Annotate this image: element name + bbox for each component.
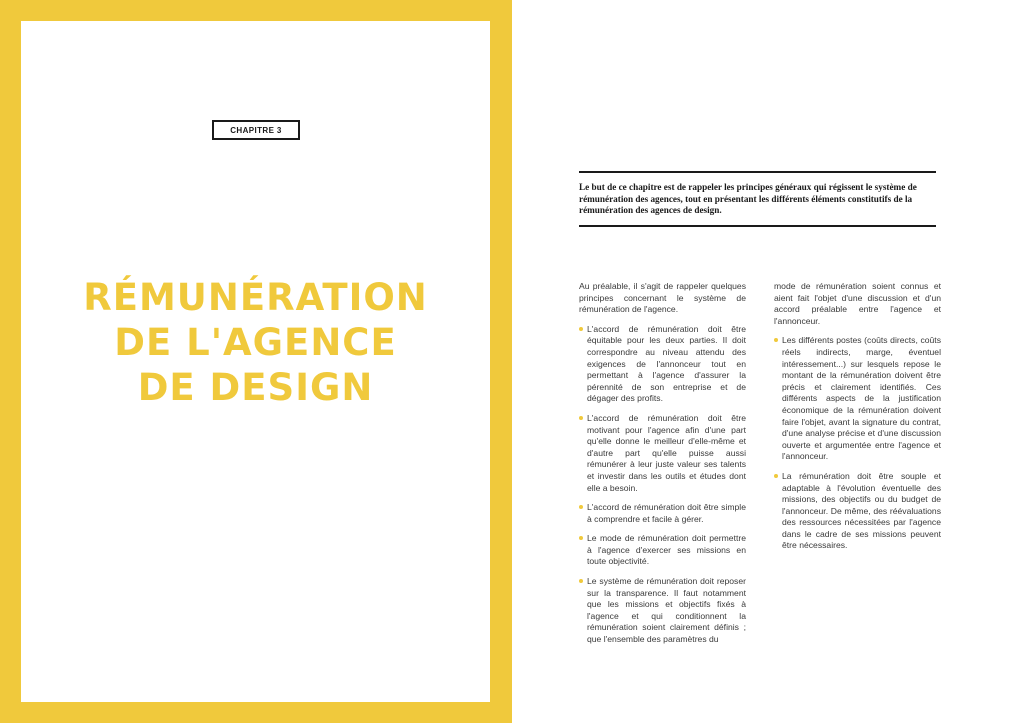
bullet-dot-icon (579, 505, 583, 509)
chapter-title (21, 275, 490, 410)
lead-paragraph: Au préalable, il s'agit de rappeler quelques principes concernant le système de rémunération de l'agence. (579, 281, 746, 315)
list-item (579, 576, 746, 646)
list-item (774, 335, 941, 463)
continuation-paragraph: mode de rémunération soient connus et aient fait l'objet d'une discussion et d'un accord préalable entre l'agence et l'annonceur. (774, 281, 941, 326)
list-item (579, 533, 746, 568)
bullet-dot-icon (579, 536, 583, 540)
list-item (579, 324, 746, 405)
list-item-text: La rémunération doit être souple et adaptable à l'évolution éventuelle des missions, des objectifs ou du budget de l'annonceur. De même, des réévaluations des ressources nécessitées par l'agence dans le cadre de ses missions peuvent être nécessaires. (782, 470, 941, 551)
list-item-text: Le mode de rémunération doit permettre à l'agence d'exercer ses missions en toute objectivité. (587, 533, 746, 567)
right-page (512, 0, 1024, 723)
list-item (774, 471, 941, 552)
text-column-1 (579, 281, 746, 654)
intro-text: Le but de ce chapitre est de rappeler les principes généraux qui régissent le système de rémunération des agences, tout en présentant les différents éléments constitutifs de la rémunération des agences de design. (579, 182, 917, 215)
list-item (579, 413, 746, 494)
list-item-text: Les différents postes (coûts directs, coûts réels indirects, marge, éventuel intéressement...) sur lesquels repose le montant de la rémunération doivent être précis et clairement identifiés. Ces différents aspects de la justification économique de la rémunération doivent faire l'objet, avant la signature du contrat, d'une analyse précise et d'une discussion ouverte et argumentée entre l'agence et l'annonceur. (782, 335, 941, 462)
left-page-inner (21, 21, 490, 702)
intro-box (579, 171, 936, 227)
text-column-2 (774, 281, 941, 560)
bullet-dot-icon (579, 327, 583, 331)
bullet-dot-icon (579, 579, 583, 583)
list-item-text: Le système de rémunération doit reposer sur la transparence. Il faut notamment que les missions et objectifs fixés à l'agence et qui conditionnent la rémunération soient clairement définis ; que l'ensemble des paramètres du (587, 576, 746, 645)
chapter-label: CHAPITRE 3 (212, 120, 300, 140)
list-item (579, 502, 746, 525)
list-item-text: L'accord de rémunération doit être simple à comprendre et facile à gérer. (587, 502, 746, 524)
bullet-dot-icon (774, 338, 778, 342)
list-item-text: L'accord de rémunération doit être motivant pour l'agence afin d'une part qu'elle donne le meilleur d'elle-même et d'autre part qu'elle puisse aussi rémunérer à leur juste valeur ses talents et investir dans les outils et études dont elle a besoin. (587, 412, 746, 493)
bullet-dot-icon (774, 474, 778, 478)
title-line: DE L'AGENCE (114, 321, 397, 364)
title-line: DE DESIGN (137, 366, 374, 409)
title-line: RÉMUNÉRATION (83, 276, 428, 319)
list-item-text: L'accord de rémunération doit être équitable pour les deux parties. Il doit correspondre au niveau attendu des exigences de l'annonceur tout en permettant à l'agence d'assurer la pérennité de son entreprise et de dégager des profits. (587, 323, 746, 404)
bullet-dot-icon (579, 416, 583, 420)
